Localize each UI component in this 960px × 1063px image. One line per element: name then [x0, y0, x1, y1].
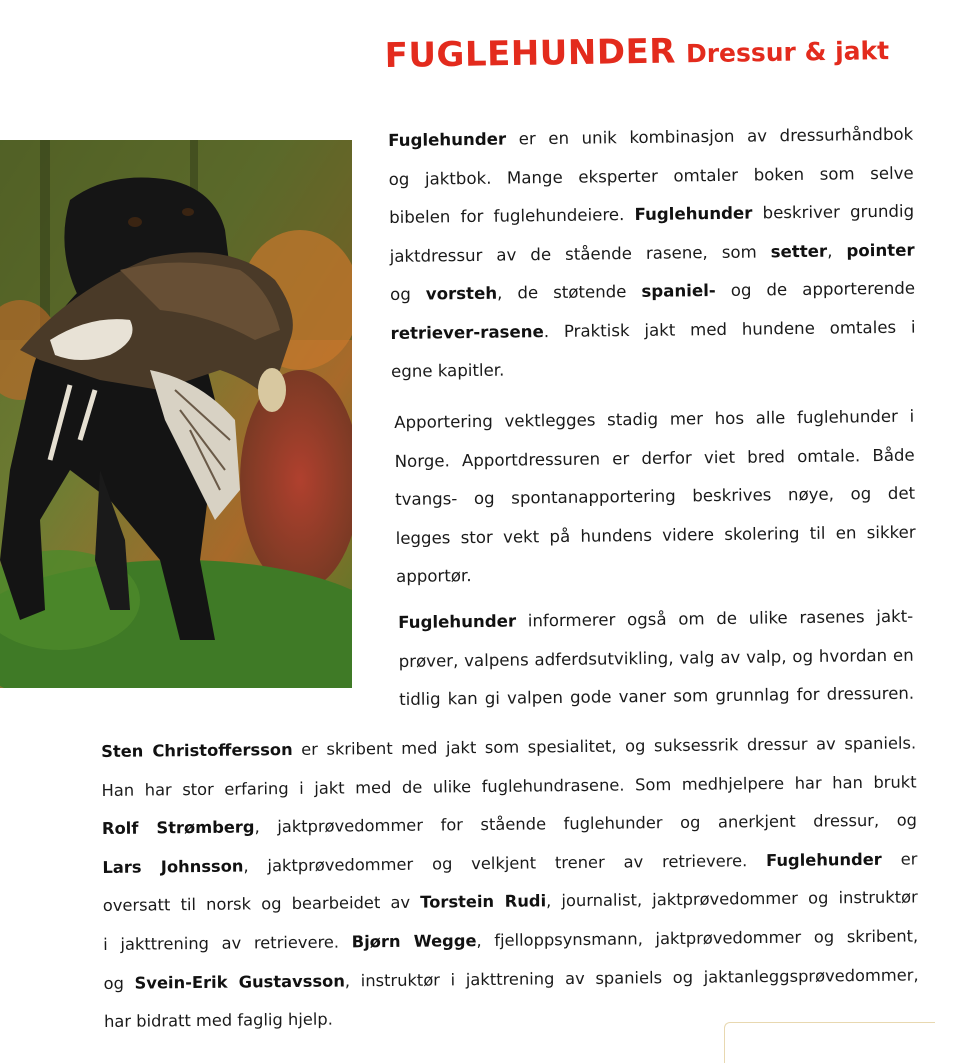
- text-line: egne kapitler.: [390, 360, 505, 381]
- cover-photo-dog-with-bird: [0, 140, 352, 688]
- author-bio-paragraph: [101, 724, 919, 1041]
- text-line: tidlig kan gi valpen gode vaner som grunnlag for dressuren.: [399, 683, 915, 709]
- text-line: Apportering vektlegges stadig mer hos alle fuglehunder i: [394, 406, 915, 432]
- text-line: Norge. Apportdressuren er derfor viet bred omtale. Både: [394, 445, 915, 471]
- title-main: FUGLEHUNDER: [384, 31, 677, 76]
- text-line: bibelen for fuglehundeiere. Fuglehunder beskriver grundig: [389, 201, 915, 227]
- intro-paragraph-2: [394, 398, 916, 597]
- text-line: jaktdressur av de stående rasene, som setter, pointer: [389, 240, 915, 266]
- text-line: og vorsteh, de støtende spaniel- og de apporterende: [389, 278, 916, 304]
- text-line: retriever-rasene. Praktisk jakt med hundene omtales i: [390, 317, 916, 343]
- intro-paragraph-3: [398, 598, 914, 720]
- dog-photo-illustration: [0, 140, 352, 688]
- text-line: Sten Christoffersson er skribent med jakt som spesialitet, og suksessrik dressur av spaniels.: [101, 733, 917, 761]
- text-line: legges stor vekt på hundens videre skolering til en sikker: [395, 522, 916, 548]
- text-line: og Svein-Erik Gustavsson, instruktør i jakttrening av spaniels og jaktanleggsprøvedommer,: [103, 965, 919, 993]
- text-line: Lars Johnsson, jaktprøvedommer og velkjent trener av retrievere. Fuglehunder er: [102, 849, 918, 877]
- book-title: [384, 28, 889, 76]
- text-line: har bidratt med faglig hjelp.: [103, 1009, 333, 1032]
- text-line: Han har stor erfaring i jakt med de ulike fuglehundrasene. Som medhjelpere har han brukt: [101, 772, 917, 800]
- text-line: oversatt til norsk og bearbeidet av Torstein Rudi, journalist, jaktprøvedommer og instruktør: [102, 887, 918, 916]
- text-line: prøver, valpens adferdsutvikling, valg av valp, og hvordan en: [398, 645, 914, 671]
- text-line: Fuglehunder informerer også om de ulike rasenes jakt-: [398, 606, 914, 632]
- text-line: i jakttrening av retrievere. Bjørn Wegge, fjelloppsynsmann, jaktprøvedommer og skribent,: [103, 926, 919, 954]
- text-line: Rolf Strømberg, jaktprøvedommer for stående fuglehunder og anerkjent dressur, og: [101, 810, 918, 839]
- text-line: tvangs- og spontanapportering beskrives nøye, og det: [395, 483, 916, 509]
- text-line: apportør.: [395, 566, 472, 586]
- intro-paragraph-1: [388, 116, 916, 392]
- page-corner-edge: [724, 1022, 935, 1063]
- text-line: Fuglehunder er en unik kombinasjon av dressurhåndbok: [388, 124, 914, 150]
- title-subtitle: Dressur & jakt: [685, 36, 890, 69]
- text-line: og jaktbok. Mange eksperter omtaler boken som selve: [388, 163, 914, 189]
